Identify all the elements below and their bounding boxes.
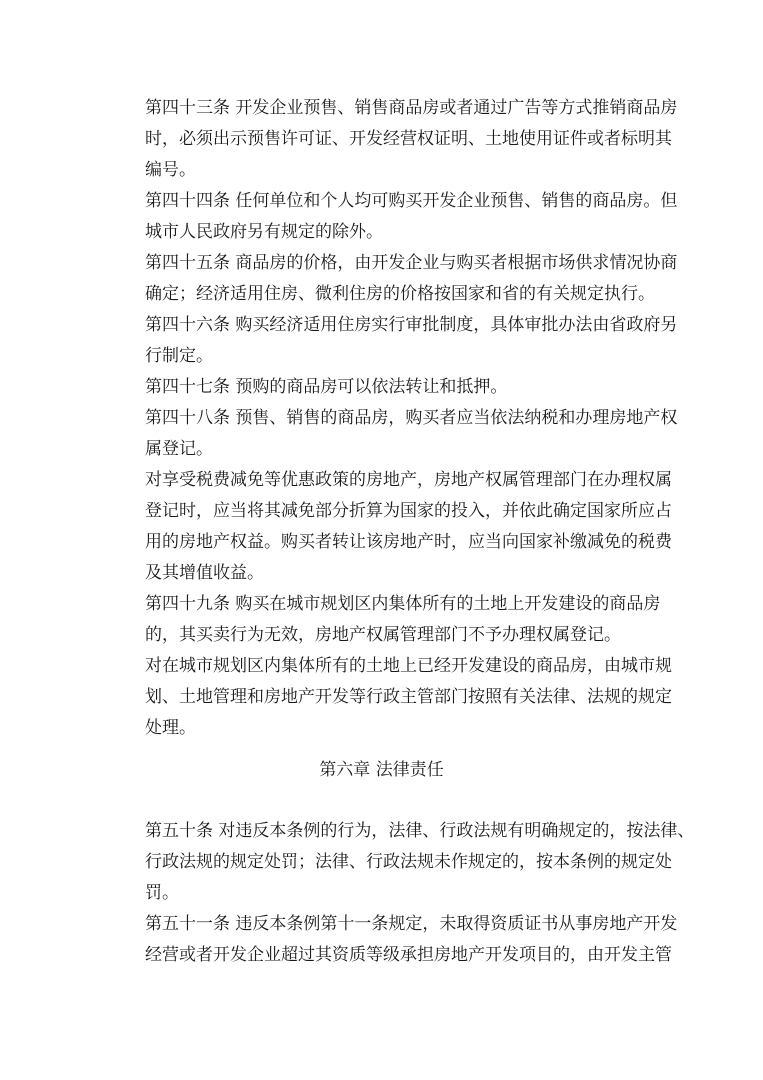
text-line: 时，必须出示预售许可证、开发经营权证明、土地使用证件或者标明其 — [145, 129, 672, 149]
text-line: 行政法规的规定处罚；法律、行政法规未作规定的，按本条例的规定处 — [145, 852, 672, 872]
text-line: 处理。 — [145, 718, 196, 738]
text-line: 对在城市规划区内集体所有的土地上已经开发建设的商品房，由城市规 — [145, 656, 672, 676]
text-line: 第四十九条 购买在城市规划区内集体所有的土地上开发建设的商品房 — [145, 594, 661, 614]
section-articles-43-49 — [145, 93, 678, 744]
text-line: 第五十条 对违反本条例的行为，法律、行政法规有明确规定的，按法律、 — [145, 821, 695, 841]
text-line: 及其增值收益。 — [145, 563, 264, 583]
text-line: 第四十三条 开发企业预售、销售商品房或者通过广告等方式推销商品房 — [145, 98, 678, 118]
text-line: 行制定。 — [145, 346, 213, 366]
text-line: 划、土地管理和房地产开发等行政主管部门按照有关法律、法规的规定 — [145, 687, 672, 707]
text-line: 属登记。 — [145, 439, 213, 459]
text-line: 第五十一条 违反本条例第十一条规定，未取得资质证书从事房地产开发 — [145, 914, 678, 934]
text-line: 用的房地产权益。购买者转让该房地产时，应当向国家补缴减免的税费 — [145, 532, 672, 552]
text-line: 第四十六条 购买经济适用住房实行审批制度，具体审批办法由省政府另 — [145, 315, 678, 335]
text-line: 确定；经济适用住房、微利住房的价格按国家和省的有关规定执行。 — [145, 284, 655, 304]
text-line: 第四十八条 预售、销售的商品房，购买者应当依法纳税和办理房地产权 — [145, 408, 678, 428]
text-line: 登记时，应当将其减免部分折算为国家的投入，并依此确定国家所应占 — [145, 501, 672, 521]
text-line: 编号。 — [145, 160, 196, 180]
chapter-heading: 第六章 法律责任 — [319, 760, 444, 780]
text-line: 第四十五条 商品房的价格，由开发企业与购买者根据市场供求情况协商 — [145, 253, 678, 273]
text-line: 的，其买卖行为无效，房地产权属管理部门不予办理权属登记。 — [145, 625, 621, 645]
section-articles-50-51 — [145, 816, 695, 971]
text-line: 罚。 — [145, 883, 179, 903]
text-line: 经营或者开发企业超过其资质等级承担房地产开发项目的，由开发主管 — [145, 945, 672, 965]
text-line: 第四十四条 任何单位和个人均可购买开发企业预售、销售的商品房。但 — [145, 191, 678, 211]
text-line: 城市人民政府另有规定的除外。 — [145, 222, 383, 242]
text-line: 第四十七条 预购的商品房可以依法转让和抵押。 — [145, 377, 508, 397]
text-line: 对享受税费减免等优惠政策的房地产，房地产权属管理部门在办理权属 — [145, 470, 672, 490]
